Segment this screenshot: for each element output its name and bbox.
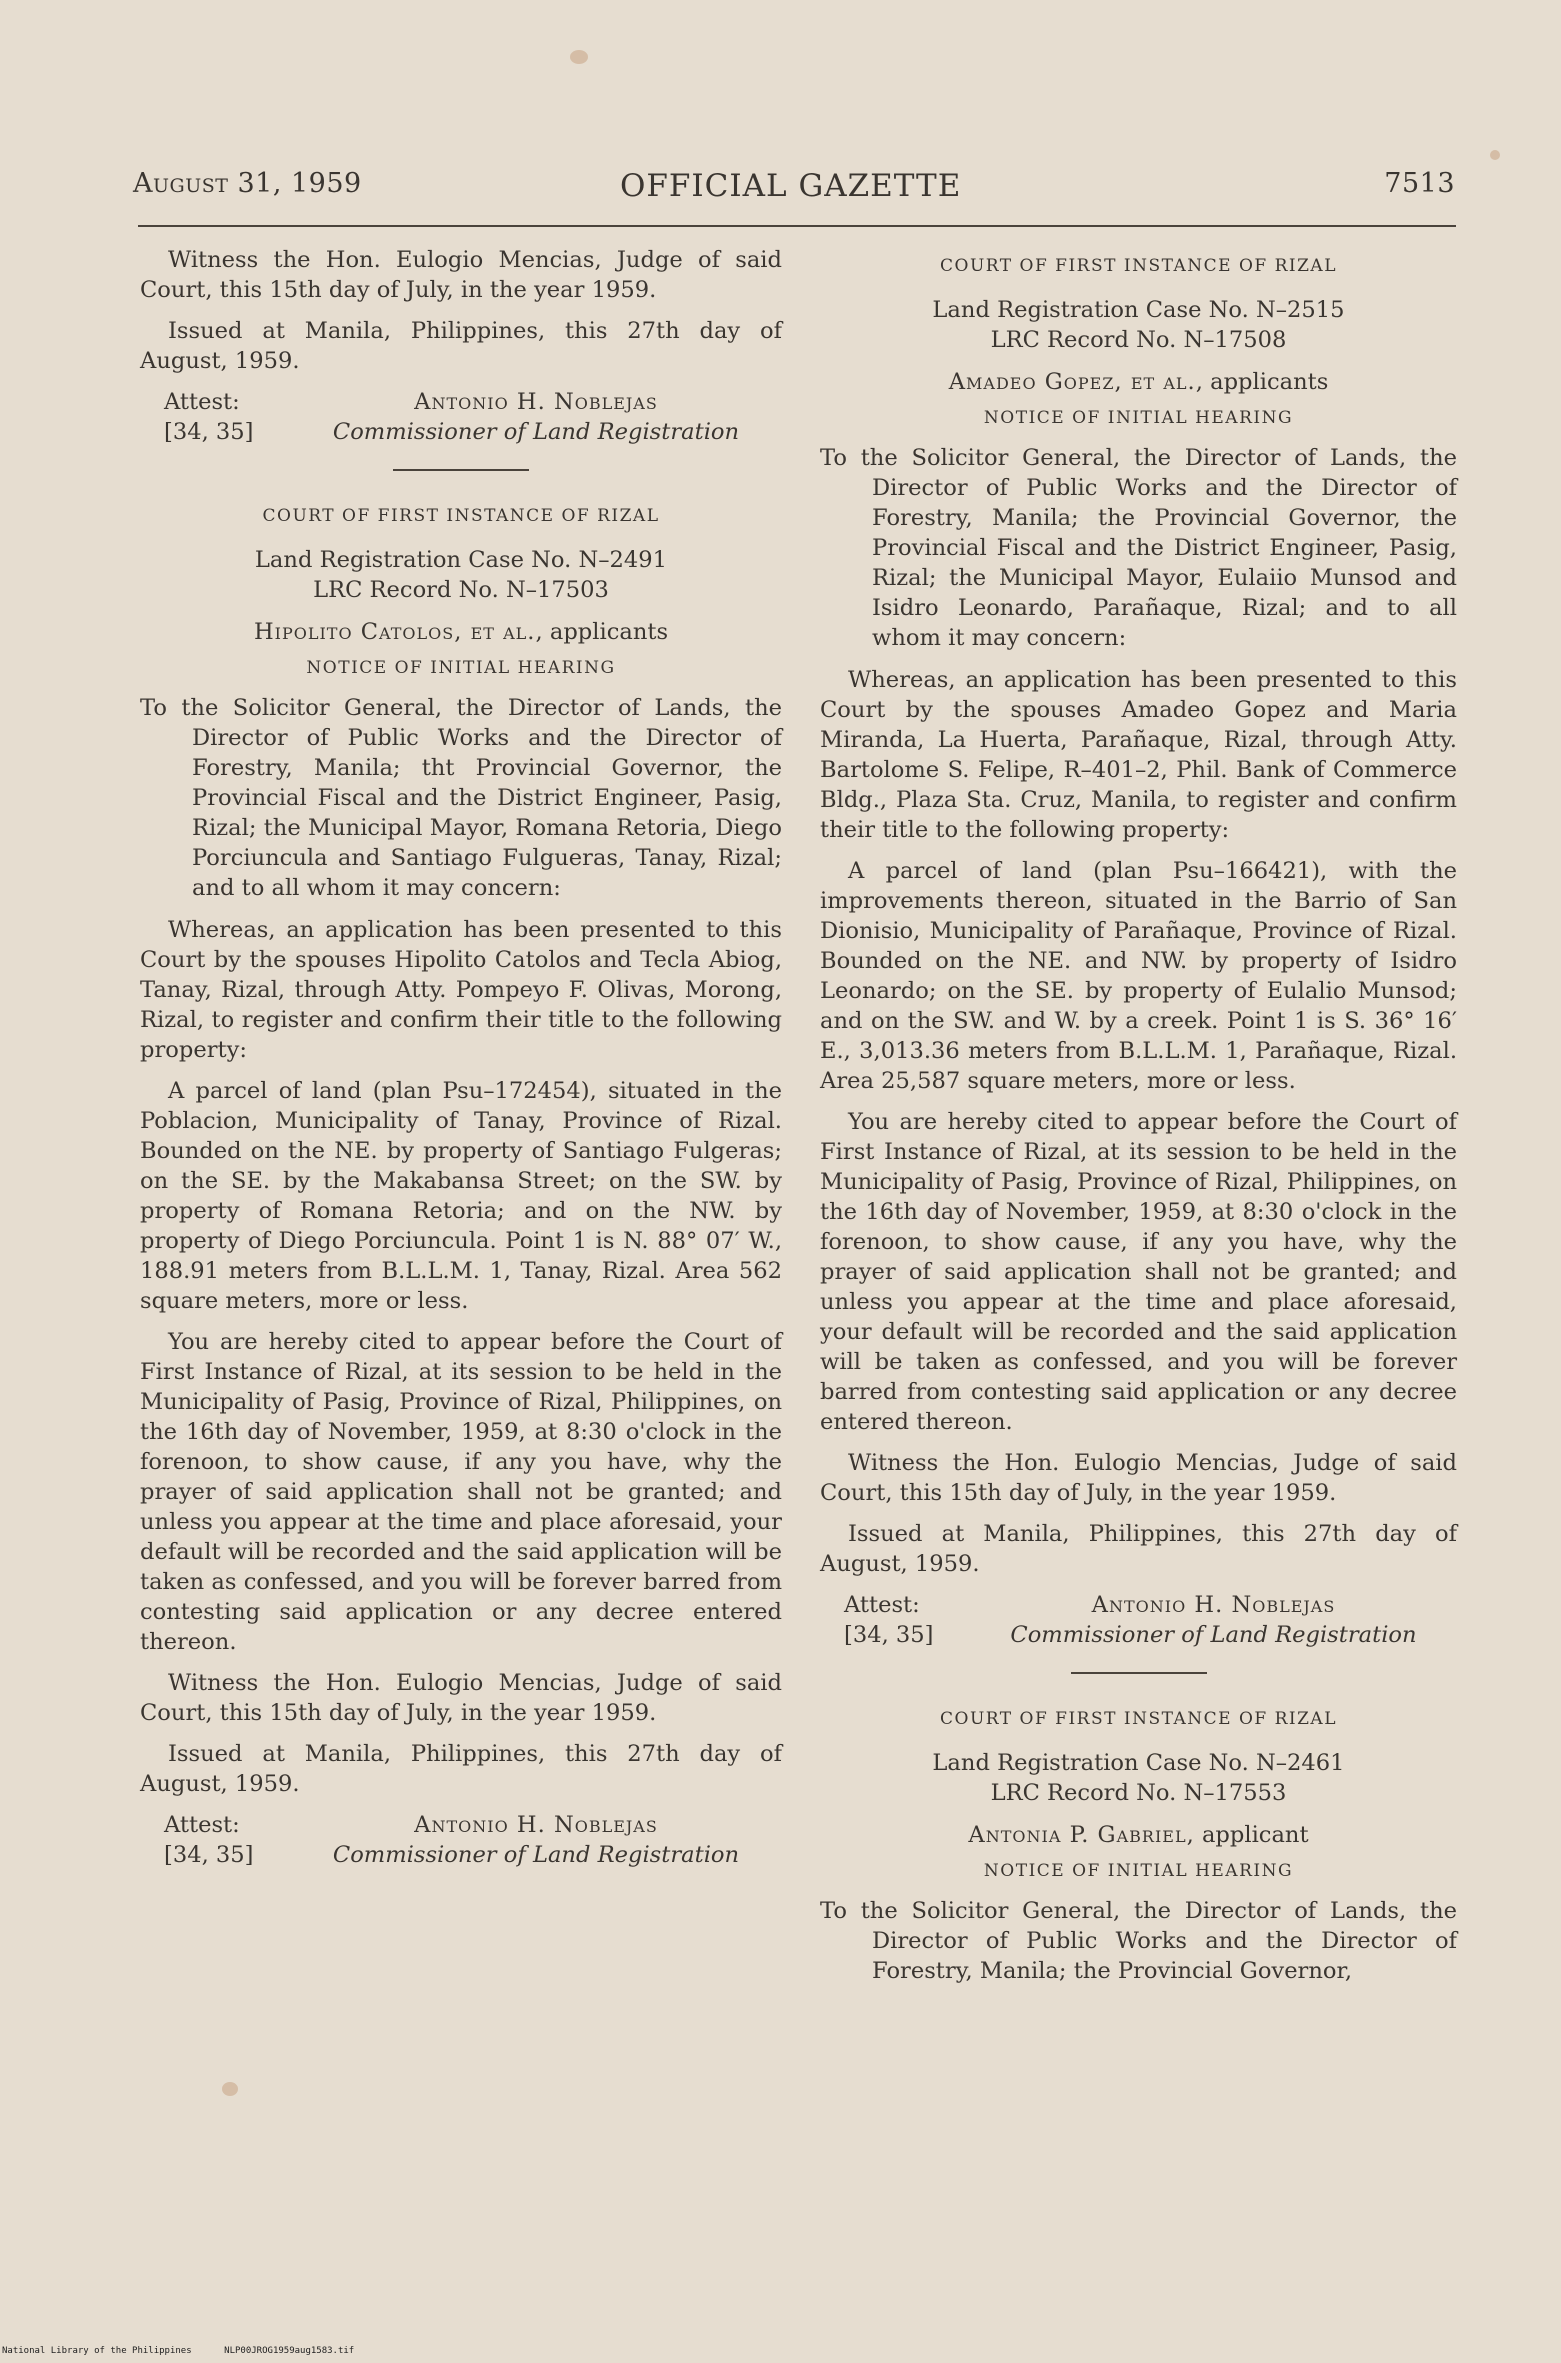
applicant-name: Antonia P. Gabriel, [968, 1822, 1195, 1848]
whereas-paragraph: Whereas, an application has been presented to this Court by the spouses Amadeo Gopez and Maria Miranda, La Huerta, Parañaque, Rizal, through Atty. Bartolome S. Felipe, R–401–2, Phil. Bank of Commerce Bldg., Plaza Sta. Cruz, Manila, to register and confirm their title to the following property: [820, 667, 1457, 843]
applicant-suffix: , applicants [535, 619, 669, 645]
applicant-name: Hipolito Catolos, et al. [253, 619, 536, 645]
whereas-paragraph: Whereas, an application has been presented to this Court by the spouses Hipolito Catolos and Tecla Abiog, Tanay, Rizal, through Atty. Pompeyo F. Olivas, Morong, Rizal, to register and confirm their title to the following property: [140, 917, 782, 1063]
addressees: To the Solicitor General, the Director of Lands, the Director of Public Works and the Director of Forestry, Manila; the Provincial Governor, the Provincial Fiscal and the District Engineer, Pasig, Rizal; the Municipal Mayor, Eulaiio Munsod and Isidro Leonardo, Parañaque, Rizal; and to all whom it may concern: [820, 445, 1457, 651]
header-rule [138, 225, 1456, 227]
attest-name: Antonio H. Noblejas [414, 389, 658, 415]
section-separator [1071, 1672, 1207, 1674]
witness-paragraph: Witness the Hon. Eulogio Mencias, Judge of said Court, this 15th day of July, in the year 1959. [140, 1670, 782, 1726]
attest-label: Attest: [164, 1812, 240, 1838]
header-title: OFFICIAL GAZETTE [620, 168, 962, 204]
issued-paragraph: Issued at Manila, Philippines, this 27th day of August, 1959. [140, 318, 782, 374]
applicant-line [820, 367, 1457, 397]
scan-footer [2, 2346, 354, 2356]
court-heading: COURT OF FIRST INSTANCE OF RIZAL [940, 256, 1337, 276]
paper-stain [570, 50, 588, 64]
witness-paragraph: Witness the Hon. Eulogio Mencias, Judge of said Court, this 15th day of July, in the year 1959. [820, 1450, 1457, 1506]
lrc-record: LRC Record No. N–17508 [990, 327, 1287, 353]
court-heading: COURT OF FIRST INSTANCE OF RIZAL [940, 1709, 1337, 1729]
attest-block [140, 1810, 782, 1870]
attest-name: Antonio H. Noblejas [414, 1812, 658, 1838]
addressees: To the Solicitor General, the Director of Lands, the Director of Public Works and the Director of Forestry, Manila; tht Provincial Governor, the Provincial Fiscal and the District Engineer, Pasig, Rizal; the Municipal Mayor, Romana Retoria, Diego Porciuncula and Santiago Fulgueras, Tanay, Rizal; and to all whom it may concern: [140, 695, 782, 901]
notice-heading: NOTICE OF INITIAL HEARING [983, 408, 1294, 428]
case-number: Land Registration Case No. N–2491 [254, 547, 668, 573]
parcel-paragraph: A parcel of land (plan Psu–166421), with the improvements thereon, situated in the Barrio of San Dionisio, Municipality of Parañaque, Province of Rizal. Bounded on the NE. and NW. by property of Isidro Leonardo; on the SE. by property of Eulalio Munsod; and on the SW. and W. by a creek. Point 1 is S. 36° 16′ E., 3,013.36 meters from B.L.L.M. 1, Parañaque, Rizal. Area 25,587 square meters, more or less. [820, 858, 1457, 1094]
applicant-name: Amadeo Gopez, et al. [948, 369, 1196, 395]
addressees: To the Solicitor General, the Director of Lands, the Director of Public Works and the Director of Forestry, Manila; the Provincial Governor, [820, 1898, 1457, 1984]
notice-heading: NOTICE OF INITIAL HEARING [306, 658, 616, 678]
lrc-record: LRC Record No. N–17503 [313, 577, 609, 603]
attest-block [140, 387, 782, 447]
paper-stain [222, 2082, 238, 2096]
page-number: 7513 [1384, 168, 1455, 199]
case-number: Land Registration Case No. N–2515 [932, 297, 1345, 323]
attest-title: Commissioner of Land Registration [1010, 1622, 1417, 1648]
attest-label: Attest: [164, 389, 240, 415]
attest-ref: [34, 35] [844, 1622, 934, 1648]
issued-paragraph: Issued at Manila, Philippines, this 27th day of August, 1959. [140, 1741, 782, 1797]
left-column [140, 245, 782, 1870]
court-heading: COURT OF FIRST INSTANCE OF RIZAL [262, 506, 660, 526]
witness-paragraph: Witness the Hon. Eulogio Mencias, Judge of said Court, this 15th day of July, in the year 1959. [140, 247, 782, 303]
footer-file: NLP00JROG1959aug1583.tif [224, 2346, 355, 2356]
notice-heading: NOTICE OF INITIAL HEARING [983, 1861, 1294, 1881]
cited-paragraph: You are hereby cited to appear before the Court of First Instance of Rizal, at its session to be held in the Municipality of Pasig, Province of Rizal, Philippines, on the 16th day of November, 1959, at 8:30 o'clock in the forenoon, to show cause, if any you have, why the prayer of said application shall not be granted; and unless you appear at the time and place aforesaid, your default will be recorded and the said application will be taken as confessed, and you will be forever barred from contesting said application or any decree entered thereon. [140, 1329, 782, 1655]
applicant-suffix: applicant [1194, 1822, 1309, 1848]
footer-source: National Library of the Philippines [2, 2346, 192, 2356]
attest-label: Attest: [844, 1592, 920, 1618]
applicant-line [820, 1820, 1457, 1850]
applicant-suffix: , applicants [1195, 369, 1329, 395]
attest-title: Commissioner of Land Registration [332, 419, 740, 445]
paper-stain [1490, 150, 1500, 160]
attest-block [820, 1590, 1457, 1650]
attest-ref: [34, 35] [164, 1842, 254, 1868]
header-date: August 31, 1959 [133, 168, 362, 199]
cited-paragraph: You are hereby cited to appear before the Court of First Instance of Rizal, at its session to be held in the Municipality of Pasig, Province of Rizal, Philippines, on the 16th day of November, 1959, at 8:30 o'clock in the forenoon, to show cause, if any you have, why the prayer of said application shall not be granted; and unless you appear at the time and place aforesaid, your default will be recorded and the said application will be taken as confessed, and you will be forever barred from contesting said application or any decree entered thereon. [820, 1109, 1457, 1435]
right-column [820, 245, 1457, 1998]
attest-ref: [34, 35] [164, 419, 254, 445]
attest-title: Commissioner of Land Registration [332, 1842, 740, 1868]
applicant-line [140, 617, 782, 647]
parcel-paragraph: A parcel of land (plan Psu–172454), situated in the Poblacion, Municipality of Tanay, Province of Rizal. Bounded on the NE. by property of Santiago Fulgeras; on the SE. by the Makabansa Street; on the SW. by property of Romana Retoria; and on the NW. by property of Diego Porciuncula. Point 1 is N. 88° 07′ W., 188.91 meters from B.L.L.M. 1, Tanay, Rizal. Area 562 square meters, more or less. [140, 1078, 782, 1314]
case-number: Land Registration Case No. N–2461 [932, 1750, 1345, 1776]
attest-name: Antonio H. Noblejas [1091, 1592, 1336, 1618]
issued-paragraph: Issued at Manila, Philippines, this 27th day of August, 1959. [820, 1521, 1457, 1577]
lrc-record: LRC Record No. N–17553 [990, 1780, 1287, 1806]
section-separator [393, 469, 529, 471]
